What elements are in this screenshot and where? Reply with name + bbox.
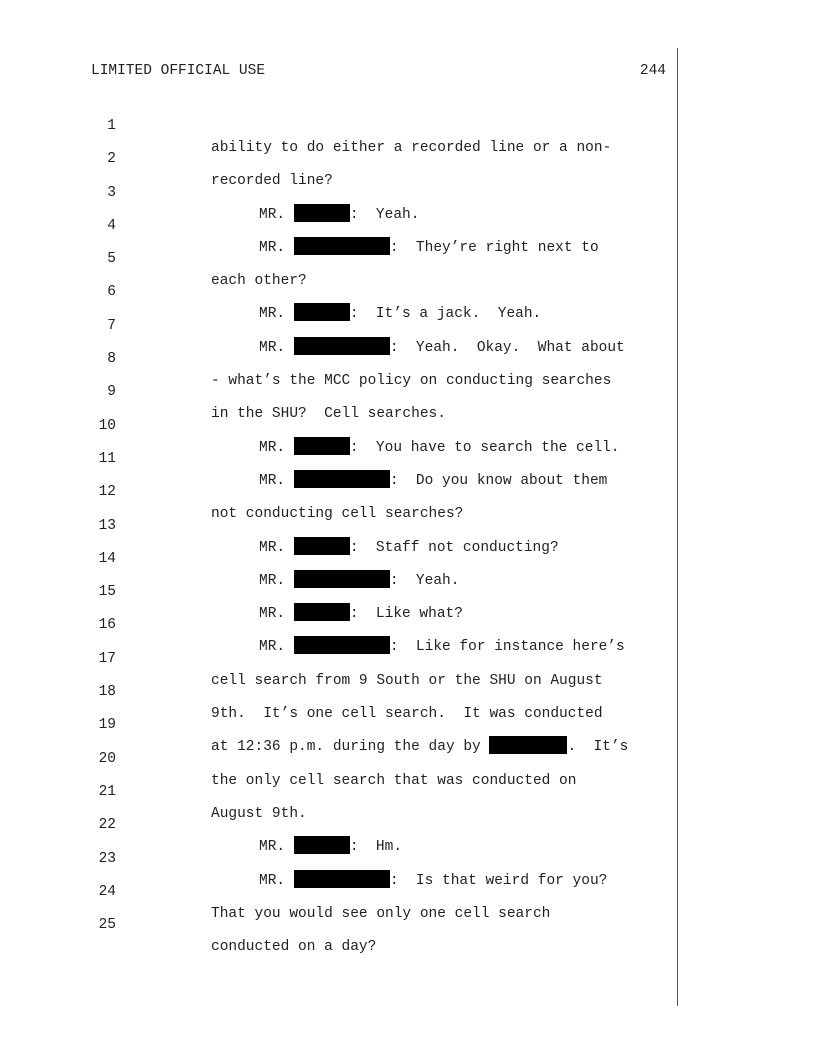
transcript-line bbox=[0, 393, 816, 456]
line-text: That you would see only one cell search bbox=[211, 905, 551, 922]
line-text: : Like for instance here’s bbox=[389, 639, 625, 656]
transcript-line bbox=[0, 126, 816, 190]
transcript-line bbox=[0, 426, 816, 489]
line-number: 22 bbox=[98, 817, 116, 834]
line-number: 10 bbox=[98, 417, 116, 434]
line-text: : Hm. bbox=[349, 839, 403, 856]
transcript-line bbox=[0, 792, 816, 856]
transcript-line bbox=[0, 692, 816, 756]
speaker-title: MR. bbox=[259, 872, 286, 889]
classification-header: LIMITED OFFICIAL USE bbox=[91, 63, 266, 79]
transcript-line bbox=[0, 759, 816, 822]
line-number: 4 bbox=[107, 217, 116, 234]
line-text: each other? bbox=[211, 273, 307, 290]
line-text: : They’re right next to bbox=[389, 239, 599, 256]
line-number: 12 bbox=[98, 484, 116, 501]
speaker-title: MR. bbox=[259, 306, 286, 323]
transcript-line bbox=[0, 559, 816, 623]
line-text: : Yeah. Okay. What about bbox=[389, 339, 625, 356]
line-number: 8 bbox=[107, 351, 116, 368]
line-number: 21 bbox=[98, 783, 116, 800]
speaker-title: MR. bbox=[259, 339, 286, 356]
line-number: 11 bbox=[98, 450, 116, 467]
line-number: 2 bbox=[107, 151, 116, 168]
line-text: : You have to search the cell. bbox=[349, 439, 620, 456]
transcript-lines bbox=[0, 93, 816, 956]
line-text: : Yeah. bbox=[389, 572, 460, 589]
line-number: 6 bbox=[107, 284, 116, 301]
line-text: ability to do either a recorded line or a non- bbox=[211, 140, 612, 156]
transcript-line bbox=[0, 592, 816, 656]
line-text: - what’s the MCC policy on conducting searches bbox=[211, 373, 612, 390]
transcript-line bbox=[0, 892, 816, 956]
speaker-title: MR. bbox=[259, 239, 286, 256]
transcript-line bbox=[0, 459, 816, 523]
line-number: 16 bbox=[98, 617, 116, 634]
line-number: 17 bbox=[98, 650, 116, 667]
transcript-line bbox=[0, 259, 816, 323]
line-number: 24 bbox=[98, 883, 116, 900]
transcript-line bbox=[0, 826, 816, 889]
line-number: 18 bbox=[98, 684, 116, 701]
line-text: not conducting cell searches? bbox=[211, 506, 464, 523]
line-number: 5 bbox=[107, 251, 116, 268]
line-text: in the SHU? Cell searches. bbox=[211, 406, 446, 423]
line-text: : Staff not conducting? bbox=[349, 539, 559, 556]
line-number: 15 bbox=[98, 584, 116, 601]
line-number: 19 bbox=[98, 717, 116, 734]
speaker-title: MR. bbox=[259, 639, 286, 656]
transcript-line bbox=[0, 226, 816, 290]
transcript-line bbox=[0, 526, 816, 589]
line-text: the only cell search that was conducted on bbox=[211, 772, 577, 789]
transcript-line bbox=[0, 659, 816, 723]
line-text: : It’s a jack. Yeah. bbox=[349, 306, 542, 323]
line-text-before: at 12:36 p.m. during the day by bbox=[211, 739, 490, 756]
speaker-title: MR. bbox=[259, 206, 286, 223]
speaker-title: MR. bbox=[259, 839, 286, 856]
line-text: conducted on a day? bbox=[211, 939, 377, 956]
transcript-line bbox=[0, 326, 816, 390]
line-number: 20 bbox=[98, 750, 116, 767]
transcript-line bbox=[0, 493, 816, 556]
line-number: 7 bbox=[107, 317, 116, 334]
line-text: : Do you know about them bbox=[389, 472, 608, 489]
line-number: 14 bbox=[98, 550, 116, 567]
transcript-line bbox=[0, 293, 816, 356]
line-text: : Is that weird for you? bbox=[389, 872, 608, 889]
speaker-title: MR. bbox=[259, 572, 286, 589]
transcript-line bbox=[0, 93, 816, 156]
line-text: 9th. It’s one cell search. It was conducted bbox=[211, 706, 603, 723]
line-number: 25 bbox=[98, 917, 116, 934]
line-text: August 9th. bbox=[211, 805, 307, 822]
line-number: 9 bbox=[107, 384, 116, 401]
transcript-line bbox=[0, 193, 816, 256]
line-text: cell search from 9 South or the SHU on August bbox=[211, 672, 603, 689]
speaker-title: MR. bbox=[259, 606, 286, 623]
line-text: : Like what? bbox=[349, 606, 463, 623]
speaker-title: MR. bbox=[259, 539, 286, 556]
transcript-line bbox=[0, 626, 816, 689]
page-number: 244 bbox=[639, 63, 666, 79]
transcript-line bbox=[0, 859, 816, 922]
transcript-line bbox=[0, 726, 816, 789]
transcript-line bbox=[0, 359, 816, 423]
line-number: 23 bbox=[98, 850, 116, 867]
line-number: 1 bbox=[107, 118, 116, 134]
line-text-after: . It’s bbox=[567, 739, 629, 756]
line-number: 3 bbox=[107, 184, 116, 201]
speaker-title: MR. bbox=[259, 472, 286, 489]
line-number: 13 bbox=[98, 517, 116, 534]
line-text: : Yeah. bbox=[349, 206, 420, 223]
line-text: recorded line? bbox=[211, 173, 333, 190]
speaker-title: MR. bbox=[259, 439, 286, 456]
transcript-line bbox=[0, 160, 816, 223]
